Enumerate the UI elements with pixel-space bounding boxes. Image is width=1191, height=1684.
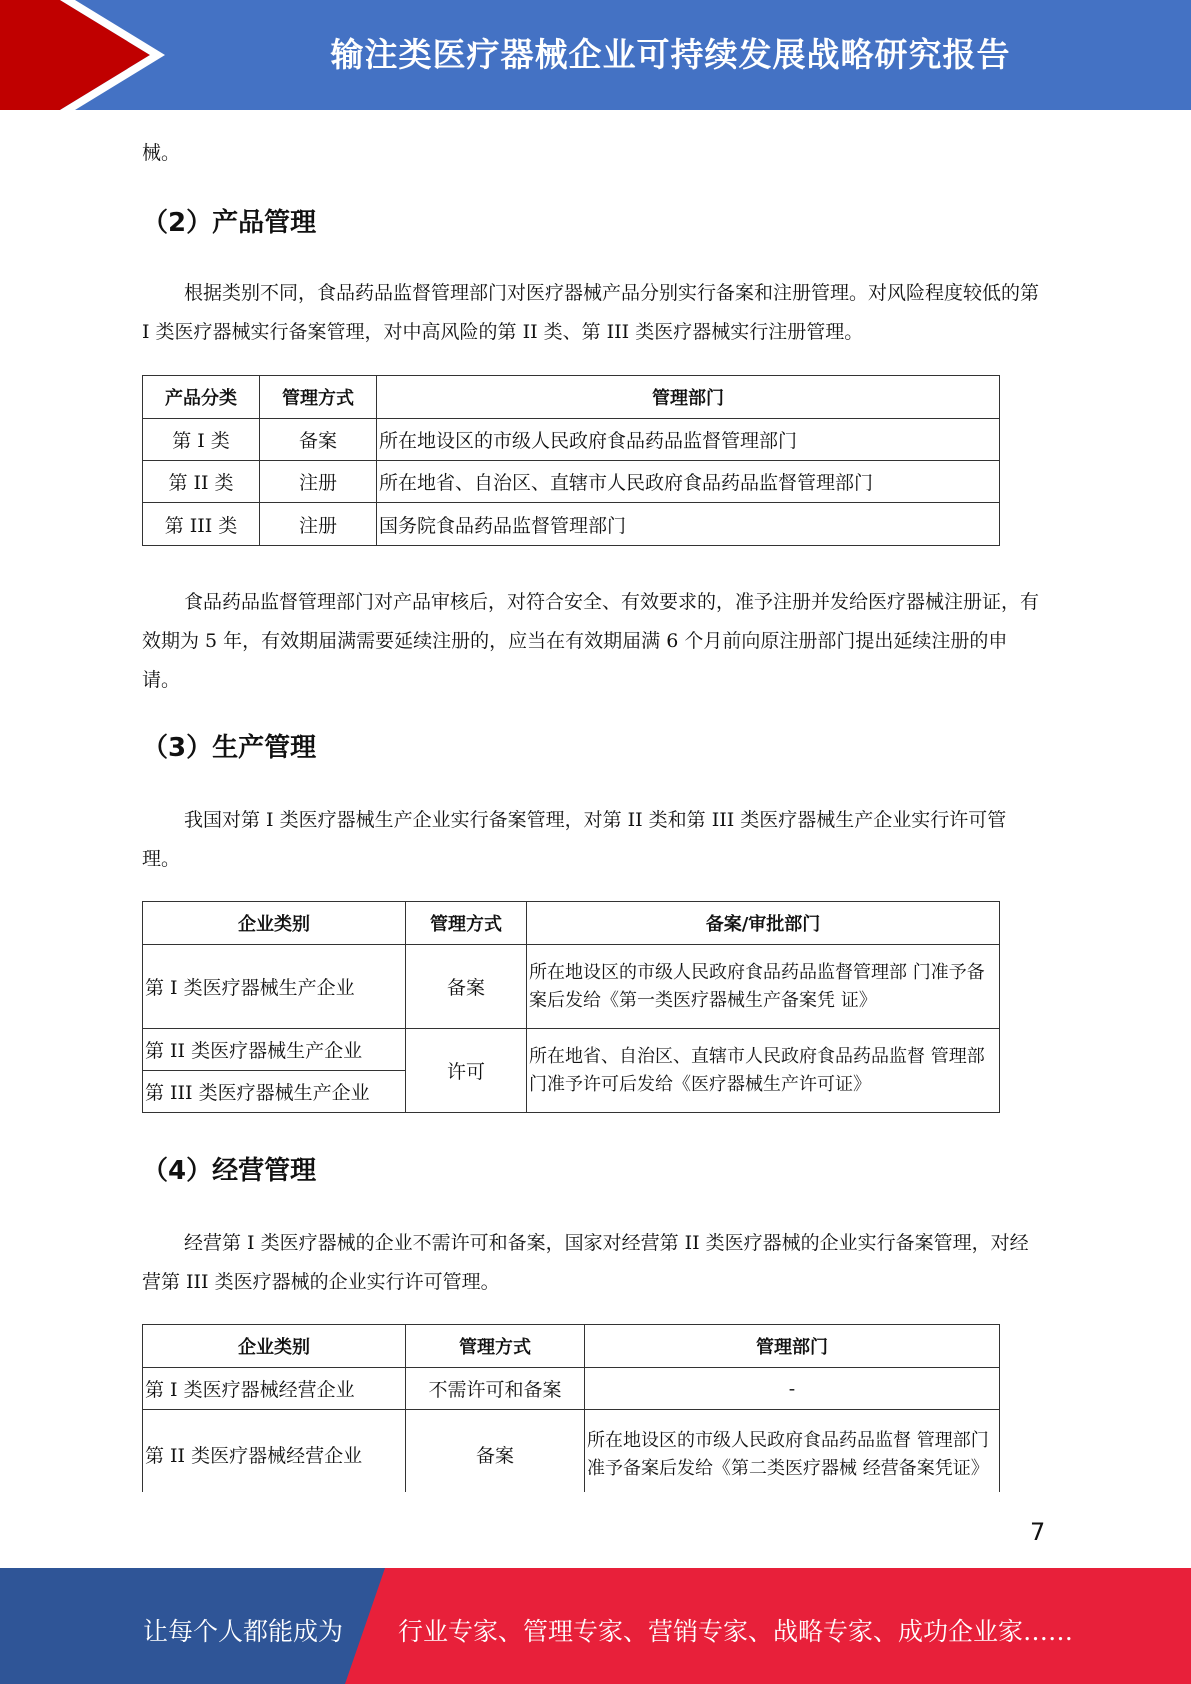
table-cell: 所在地设区的市级人民政府食品药品监督管理部门 — [377, 419, 1000, 461]
table-cell: 所在地省、自治区、直辖市人民政府食品药品监督管理部门 — [377, 461, 1000, 503]
column-header: 管理部门 — [585, 1325, 1000, 1368]
table-cell: 第 I 类 — [143, 419, 260, 461]
business-management-table — [142, 1324, 1000, 1492]
table-cell: 所在地省、自治区、直辖市人民政府食品药品监督 管理部门准予许可后发给《医疗器械生产许可证》 — [527, 1029, 1000, 1113]
page-header — [0, 0, 1191, 110]
continued-text: 械。 — [142, 142, 181, 164]
table-cell: 所在地设区的市级人民政府食品药品监督管理部 门准予备案后发给《第一类医疗器械生产备案凭 证》 — [527, 945, 1000, 1029]
table-row — [143, 461, 1000, 503]
table-cell: 第 I 类医疗器械经营企业 — [143, 1368, 406, 1410]
column-header: 产品分类 — [143, 376, 260, 419]
table-header-row — [143, 902, 1000, 945]
section-heading-product-management: （2）产品管理 — [142, 208, 317, 238]
column-header: 管理方式 — [406, 902, 527, 945]
column-header: 管理部门 — [377, 376, 1000, 419]
production-management-table — [142, 901, 1000, 1113]
column-header: 管理方式 — [260, 376, 377, 419]
table-header-row — [143, 376, 1000, 419]
product-management-table — [142, 375, 1000, 546]
table-cell: 所在地设区的市级人民政府食品药品监督 管理部门准予备案后发给《第二类医疗器械 经营备案凭证》 — [585, 1410, 1000, 1493]
header-title: 输注类医疗器械企业可持续发展战略研究报告 — [330, 34, 1011, 74]
paragraph: 根据类别不同，食品药品监督管理部门对医疗器械产品分别实行备案和注册管理。对风险程度较低的第 I 类医疗器械实行备案管理，对中高风险的第 II 类、第 III 类医疗器械实行注册管理。 — [142, 282, 1040, 343]
section-heading-production-management: （3）生产管理 — [142, 733, 317, 763]
paragraph: 我国对第 I 类医疗器械生产企业实行备案管理，对第 II 类和第 III 类医疗器械生产企业实行许可管理。 — [142, 809, 1007, 870]
table-cell: 国务院食品药品监督管理部门 — [377, 503, 1000, 546]
business-table-clip — [0, 1324, 1191, 1492]
table-cell: - — [585, 1368, 1000, 1410]
footer-slogan-right: 行业专家、管理专家、营销专家、战略专家、成功企业家…… — [398, 1617, 1074, 1646]
table-cell: 备案 — [406, 945, 527, 1029]
column-header: 备案/审批部门 — [527, 902, 1000, 945]
table-row — [143, 1368, 1000, 1410]
table-row — [143, 945, 1000, 1029]
table-cell: 第 II 类医疗器械生产企业 — [143, 1029, 406, 1071]
table-cell: 注册 — [260, 503, 377, 546]
table-row — [143, 1029, 1000, 1071]
table-row — [143, 1410, 1000, 1493]
table-cell: 许可 — [406, 1029, 527, 1113]
paragraph: 食品药品监督管理部门对产品审核后，对符合安全、有效要求的，准予注册并发给医疗器械注册证，有效期为 5 年，有效期届满需要延续注册的，应当在有效期届满 6 个月前向原注册部门提出延续注册的申请。 — [142, 591, 1040, 691]
table-cell: 备案 — [260, 419, 377, 461]
column-header: 管理方式 — [406, 1325, 585, 1368]
table-cell: 第 II 类 — [143, 461, 260, 503]
column-header: 企业类别 — [143, 902, 406, 945]
table-cell: 备案 — [406, 1410, 585, 1493]
footer-slogan-left: 让每个人都能成为 — [143, 1617, 344, 1646]
table-cell: 第 III 类 — [143, 503, 260, 546]
table-cell: 注册 — [260, 461, 377, 503]
table-cell: 第 III 类医疗器械生产企业 — [143, 1071, 406, 1113]
section-heading-business-management: （4）经营管理 — [142, 1156, 317, 1186]
table-row — [143, 419, 1000, 461]
table-header-row — [143, 1325, 1000, 1368]
table-cell: 第 II 类医疗器械经营企业 — [143, 1410, 406, 1493]
paragraph: 经营第 I 类医疗器械的企业不需许可和备案，国家对经营第 II 类医疗器械的企业实行备案管理，对经营第 III 类医疗器械的企业实行许可管理。 — [142, 1232, 1029, 1293]
column-header: 企业类别 — [143, 1325, 406, 1368]
table-cell: 不需许可和备案 — [406, 1368, 585, 1410]
table-row — [143, 503, 1000, 546]
table-cell: 第 I 类医疗器械生产企业 — [143, 945, 406, 1029]
page-number: 7 — [1030, 1518, 1046, 1546]
